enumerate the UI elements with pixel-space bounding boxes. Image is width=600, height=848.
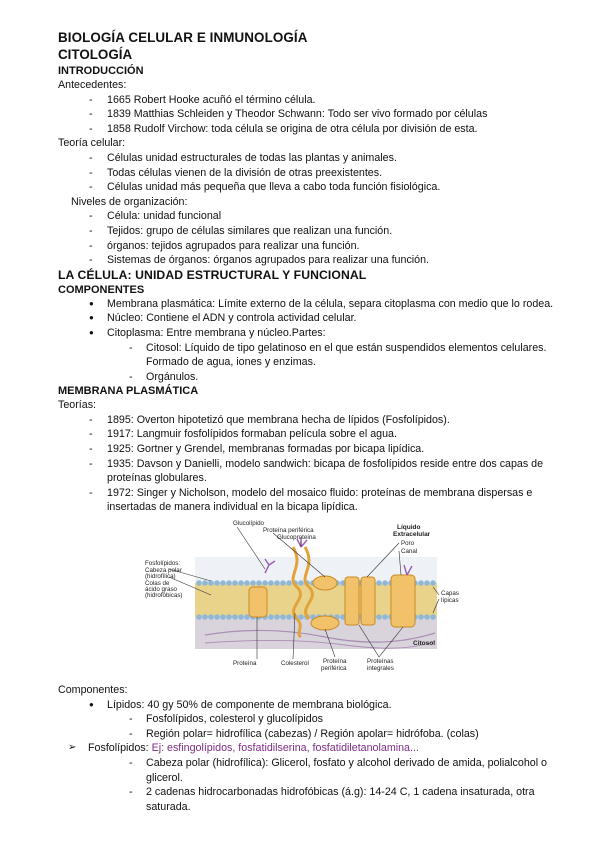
list-item: ● Lípidos: 40 gy 50% de componente de membrana biológica. — [58, 698, 558, 713]
list-item: - 1895: Overton hipotetizó que membrana hecha de lípidos (Fosfolípidos). — [58, 413, 558, 428]
teorias-label: Teorías: — [58, 399, 97, 412]
phospholipid-head — [418, 580, 424, 586]
list-item: ● Citoplasma: Entre membrana y núcleo.Partes: — [58, 326, 558, 341]
fosfolipidos-list — [58, 741, 558, 756]
list-item: - Células unidad más pequeña que lleva a cabo toda función fisiológica. — [58, 180, 558, 195]
label-integrales: integrales — [367, 665, 394, 673]
label-extracelular: Extracelular — [393, 531, 431, 539]
list-item: - 1665 Robert Hooke acuñó el término célula. — [58, 93, 558, 108]
list-item: - órganos: tejidos agrupados para realizar una función. — [58, 239, 558, 254]
phospholipid-head — [232, 614, 238, 620]
phospholipid-head — [220, 580, 226, 586]
phospholipid-head — [208, 580, 214, 586]
list-item: - Todas células vienen de la división de otras preexistentes. — [58, 166, 558, 181]
antecedentes-list — [58, 93, 558, 137]
phospholipid-head — [214, 614, 220, 620]
lipidos-list — [58, 698, 558, 713]
antecedentes-label: Antecedentes: — [58, 79, 127, 91]
phospholipid-head — [280, 614, 286, 620]
label-liquido: Líquido — [397, 524, 421, 532]
phospholipid-head — [430, 614, 436, 620]
componentes-heading: COMPONENTES — [58, 283, 145, 296]
phospholipid-head — [382, 580, 388, 586]
phospholipid-head — [226, 580, 232, 586]
label-poro: Poro — [401, 540, 415, 548]
list-item: - Células unidad estructurales de todas las plantas y animales. — [58, 151, 558, 166]
list-item: ● Membrana plasmática: Límite externo de la célula, separa citoplasma con medio que lo rodea. — [58, 297, 558, 312]
phospholipid-head — [232, 580, 238, 586]
phospholipid-head — [268, 580, 274, 586]
pore-protein — [361, 577, 375, 625]
phospholipid-head — [376, 614, 382, 620]
phospholipid-head — [262, 580, 268, 586]
phospholipid-head — [202, 580, 208, 586]
phospholipid-head — [244, 580, 250, 586]
integral-protein-left — [249, 587, 267, 617]
phospholipid-head — [376, 580, 382, 586]
teorias-list — [58, 413, 558, 515]
peripheral-protein-top — [313, 576, 337, 590]
label-glucoproteina: Glucoproteína — [277, 534, 316, 542]
list-item: ● Núcleo: Contiene el ADN y controla actividad celular. — [58, 311, 558, 326]
phospholipid-head — [214, 580, 220, 586]
phospholipid-head — [196, 580, 202, 586]
label-glucolipido: Glucolípido — [233, 520, 264, 528]
niveles-label: Niveles de organización: — [71, 195, 188, 208]
label-canal: Canal — [401, 548, 418, 556]
list-item: - Citosol: Líquido de tipo gelatinoso en el que están suspendidos elementos celulares. Formado de agua, iones y enzimas. — [58, 341, 558, 370]
teoria-list — [58, 151, 558, 195]
phospholipid-head — [274, 614, 280, 620]
phospholipid-head — [238, 580, 244, 586]
list-item: - 1925: Gortner y Grendel, membranas formadas por bicapa lipídica. — [58, 442, 558, 457]
phospholipid-head — [424, 580, 430, 586]
phospholipid-head — [298, 614, 304, 620]
phospholipid-head — [424, 614, 430, 620]
phospholipid-head — [220, 614, 226, 620]
list-item: - 2 cadenas hidrocarbonadas hidrofóbicas (á.g): 14-24 C, 1 cadena insaturada, otra saturada. — [58, 785, 558, 814]
list-item: - Fosfolípidos, colesterol y glucolípidos — [58, 712, 558, 727]
label-proteina-periferica-top: Proteína periférica — [263, 527, 314, 535]
label-proteina-bottom: Proteína — [323, 658, 347, 666]
label-lipicas: lípicas — [441, 597, 459, 605]
phospholipid-head — [298, 580, 304, 586]
list-item: - 1839 Matthias Schleiden y Theodor Schwann: Todo ser vivo formado por células — [58, 107, 558, 122]
citoplasma-partes-list — [58, 341, 558, 385]
phospholipid-head — [280, 580, 286, 586]
label-periferica-bottom: periférica — [321, 665, 347, 673]
label-citosol: Citosol — [413, 640, 436, 648]
componentes2-label: Componentes: — [58, 684, 128, 697]
membrane-figure — [58, 517, 558, 677]
phospholipid-head — [196, 614, 202, 620]
document-content — [58, 29, 558, 814]
label-colesterol: Colesterol — [281, 660, 309, 668]
componentes-list — [58, 297, 558, 341]
phospholipid-head — [286, 580, 292, 586]
phospholipid-head — [382, 614, 388, 620]
label-fosfolipidos: Fosfolípidos: — [145, 560, 181, 568]
list-item: - 1917: Langmuir fosfolípidos formaban película sobre el agua. — [58, 427, 558, 442]
label-proteinas: Proteínas — [367, 658, 394, 666]
fosfolipidos-label: Fosfolípidos: — [88, 742, 152, 755]
label-capas: Capas — [441, 590, 459, 598]
phospholipid-head — [268, 614, 274, 620]
niveles-list — [58, 209, 558, 267]
phospholipid-head — [244, 614, 250, 620]
list-item: - Célula: unidad funcional — [58, 209, 558, 224]
fosfolipidos-examples: Ej: esfingolípidos, fosfatidilserina, fosfatidiletanolamina... — [151, 742, 419, 755]
phospholipid-head — [208, 614, 214, 620]
phospholipid-head — [430, 580, 436, 586]
phospholipid-head — [250, 580, 256, 586]
list-item: - 1935: Davson y Danielli, modelo sandwich: bicapa de fosfolípidos reside entre dos capas de proteínas globulares. — [58, 457, 558, 486]
membrana-heading: MEMBRANA PLASMÁTICA — [58, 385, 199, 398]
phospholipid-head — [274, 580, 280, 586]
label-hidrofobicas: (hidrofóbicas) — [145, 592, 183, 600]
label-cabeza-polar: Cabeza polar — [145, 567, 182, 575]
peripheral-protein-bottom — [311, 616, 339, 630]
list-item: - Cabeza polar (hidrofílica): Glicerol, fosfato y alcohol derivado de amida, polialcohol o glicerol. — [58, 756, 558, 785]
pore-protein — [345, 577, 359, 625]
label-proteina: Proteína — [233, 660, 257, 668]
lipidos-sub-list — [58, 712, 558, 741]
list-item: - Tejidos: grupo de células similares que realizan una función. — [58, 224, 558, 239]
membrane-diagram — [145, 517, 467, 675]
intro-heading: INTRODUCCIÓN — [58, 65, 144, 77]
phospholipid-head — [226, 614, 232, 620]
list-item: - Región polar= hidrofílica (cabezas) / Región apolar= hidrófoba. (colas) — [58, 727, 558, 742]
list-item: - 1858 Rudolf Virchow: toda célula se origina de otra célula por división de esta. — [58, 122, 558, 137]
celula-heading: LA CÉLULA: UNIDAD ESTRUCTURAL Y FUNCIONAL — [58, 267, 367, 282]
teoria-label: Teoría celular: — [58, 137, 126, 150]
channel-protein — [391, 575, 415, 627]
document-title: BIOLOGÍA CELULAR E INMUNOLOGÍA — [58, 30, 308, 45]
phospholipid-head — [238, 614, 244, 620]
list-item: - 1972: Singer y Nicholson, modelo del mosaico fluido: proteínas de membrana dispersas e insertadas de manera individual en la bicapa lipídica. — [58, 486, 558, 515]
label-colas-de: Colas de — [145, 580, 170, 588]
label-acido-graso: ácido graso — [145, 586, 177, 594]
label-hidrofilica: (hidrofílica) — [145, 573, 176, 581]
phospholipid-head — [418, 614, 424, 620]
list-item — [58, 741, 558, 756]
phospholipid-head — [256, 580, 262, 586]
list-item: - Sistemas de órganos: órganos agrupados para realizar una función. — [58, 253, 558, 268]
phospholipid-head — [286, 614, 292, 620]
list-item: - Orgánulos. — [58, 370, 558, 385]
phospholipid-head — [202, 614, 208, 620]
fosfolipidos-sub-list — [58, 756, 558, 814]
document-subtitle: CITOLOGÍA — [58, 47, 133, 62]
